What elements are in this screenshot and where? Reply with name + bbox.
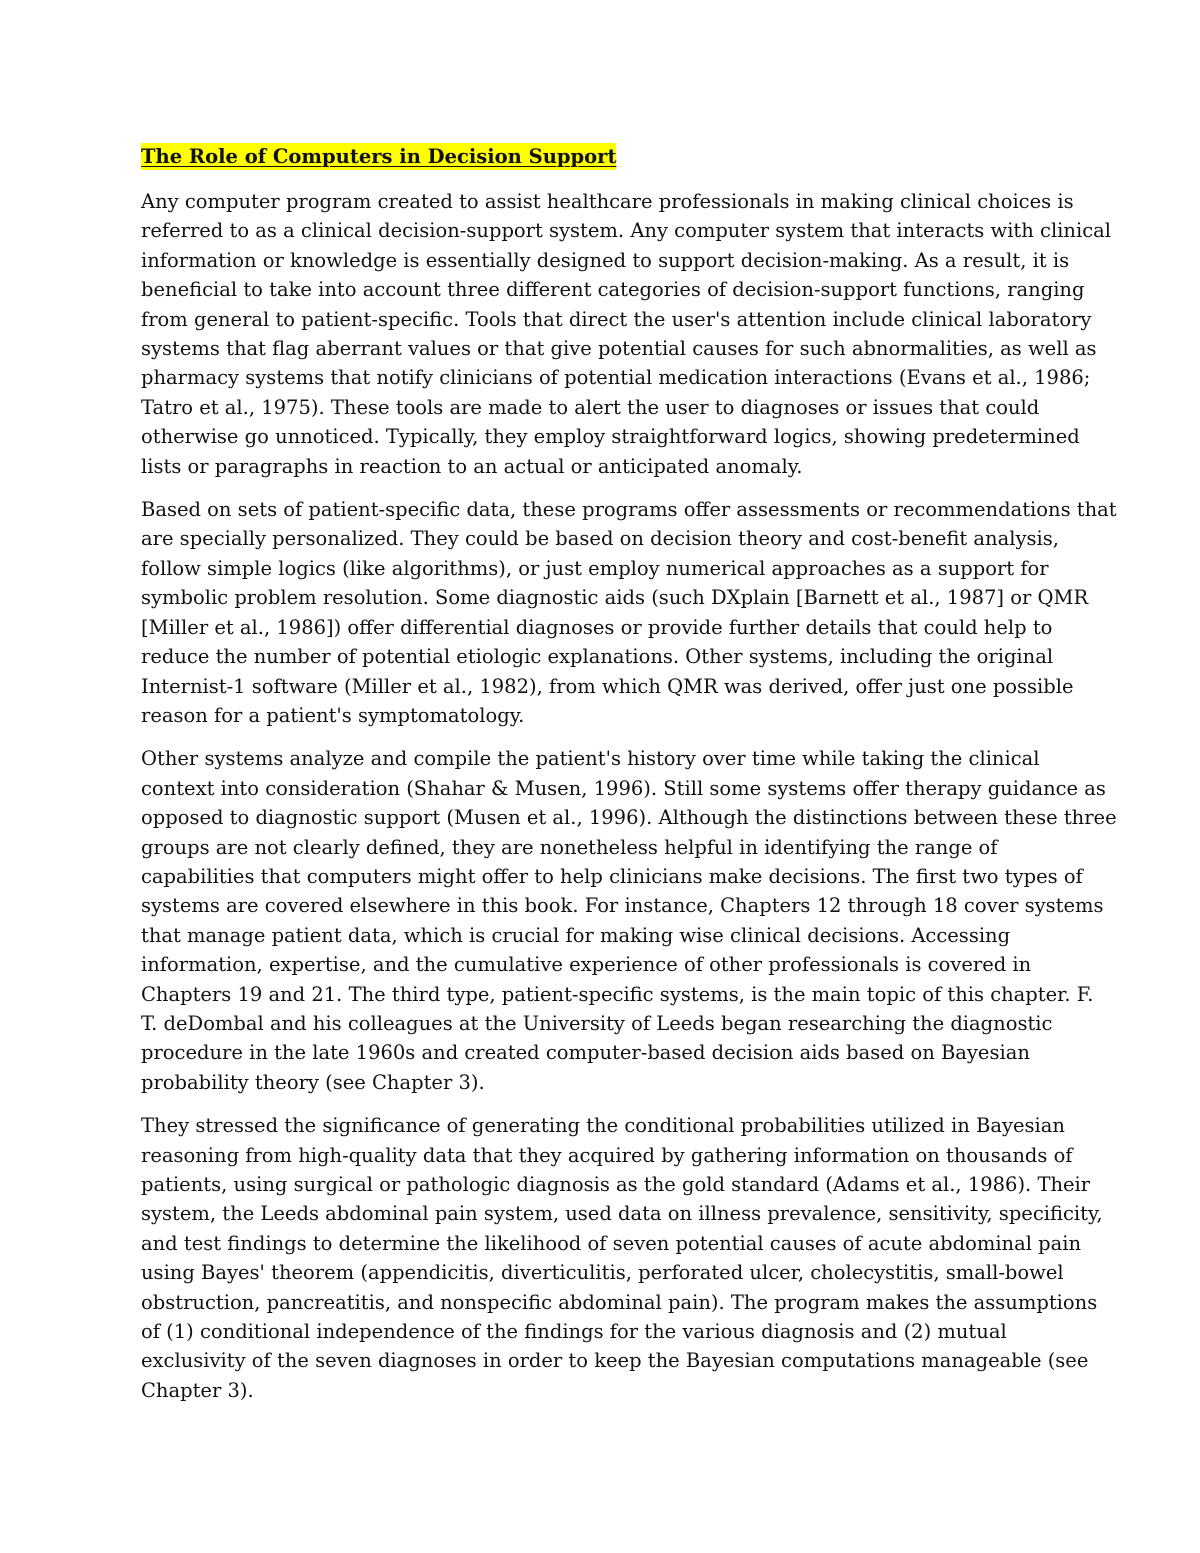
text-line: opposed to diagnostic support (Musen et al., 1996). Although the distinctions between these three (141, 806, 1117, 830)
text-line: systems that flag aberrant values or that give potential causes for such abnormalities, as well as (141, 337, 1097, 361)
document-page (141, 141, 1117, 1419)
text-line: of (1) conditional independence of the findings for the various diagnosis and (2) mutual (141, 1320, 1007, 1344)
text-line: and test findings to determine the likelihood of seven potential causes of acute abdominal pain (141, 1231, 1082, 1255)
text-line: Tatro et al., 1975). These tools are made to alert the user to diagnoses or issues that could (141, 395, 1040, 419)
text-line: beneficial to take into account three different categories of decision-support functions, ranging (141, 278, 1085, 302)
document-body (141, 187, 1117, 1405)
text-line: They stressed the significance of generating the conditional probabilities utilized in Bayesian (141, 1114, 1065, 1138)
text-line: system, the Leeds abdominal pain system, used data on illness prevalence, sensitivity, specificity, (141, 1202, 1103, 1226)
text-line: reduce the number of potential etiologic explanations. Other systems, including the original (141, 645, 1054, 669)
paragraph (141, 187, 1111, 481)
text-line: that manage patient data, which is crucial for making wise clinical decisions. Accessing (141, 923, 1011, 947)
text-line: Any computer program created to assist healthcare professionals in making clinical choices is (141, 190, 1074, 213)
text-line: procedure in the late 1960s and created computer-based decision aids based on Bayesian (141, 1041, 1030, 1065)
text-line: from general to patient-specific. Tools that direct the user's attention include clinical laboratory (141, 307, 1092, 331)
text-line: capabilities that computers might offer to help clinicians make decisions. The first two types of (141, 864, 1083, 888)
text-line: Chapters 19 and 21. The third type, patient-specific systems, is the main topic of this chapter. F. (141, 982, 1094, 1006)
title-line (141, 141, 1061, 173)
text-line: Other systems analyze and compile the patient's history over time while taking the clinical (141, 747, 1040, 771)
paragraph (141, 744, 1117, 1097)
text-line: follow simple logics (like algorithms), or just employ numerical approaches as a support for (141, 556, 1049, 580)
text-line: are specially personalized. They could be based on decision theory and cost-benefit analysis, (141, 527, 1059, 551)
text-line: systems are covered elsewhere in this book. For instance, Chapters 12 through 18 cover systems (141, 894, 1104, 918)
text-line: symbolic problem resolution. Some diagnostic aids (such DXplain [Barnett et al., 1987] or QMR (141, 586, 1089, 610)
text-line: information or knowledge is essentially designed to support decision-making. As a result, it is (141, 248, 1070, 272)
text-line: lists or paragraphs in reaction to an actual or anticipated anomaly. (141, 454, 803, 478)
text-line: reasoning from high-quality data that they acquired by gathering information on thousands of (141, 1143, 1073, 1167)
text-line: referred to as a clinical decision-support system. Any computer system that interacts with clinical (141, 219, 1111, 243)
text-line: [Miller et al., 1986]) offer differential diagnoses or provide further details that could help to (141, 615, 1053, 639)
text-line: Chapter 3). (141, 1378, 254, 1402)
text-line: groups are not clearly defined, they are nonetheless helpful in identifying the range of (141, 835, 998, 859)
text-line: Based on sets of patient-specific data, these programs offer assessments or recommendations that (141, 498, 1117, 522)
text-line: reason for a patient's symptomatology. (141, 703, 525, 727)
paragraph (141, 495, 1117, 730)
text-line: exclusivity of the seven diagnoses in order to keep the Bayesian computations manageable (see (141, 1349, 1089, 1373)
document-title: The Role of Computers in Decision Support (141, 145, 617, 168)
text-line: context into consideration (Shahar & Musen, 1996). Still some systems offer therapy guidance as (141, 776, 1106, 800)
text-line: T. deDombal and his colleagues at the University of Leeds began researching the diagnostic (141, 1011, 1053, 1035)
text-line: information, expertise, and the cumulative experience of other professionals is covered in (141, 953, 1032, 977)
text-line: using Bayes' theorem (appendicitis, diverticulitis, perforated ulcer, cholecystitis, small-bowel (141, 1261, 1064, 1285)
text-line: Internist-1 software (Miller et al., 1982), from which QMR was derived, offer just one possible (141, 674, 1074, 698)
text-line: patients, using surgical or pathologic diagnosis as the gold standard (Adams et al., 1986). Their (141, 1173, 1091, 1196)
text-line: probability theory (see Chapter 3). (141, 1070, 485, 1094)
text-line: otherwise go unnoticed. Typically, they employ straightforward logics, showing predetermined (141, 425, 1080, 449)
text-line: obstruction, pancreatitis, and nonspecific abdominal pain). The program makes the assumptions (141, 1290, 1098, 1314)
paragraph (141, 1111, 1103, 1405)
text-line: pharmacy systems that notify clinicians of potential medication interactions (Evans et al., 1986; (141, 366, 1091, 390)
